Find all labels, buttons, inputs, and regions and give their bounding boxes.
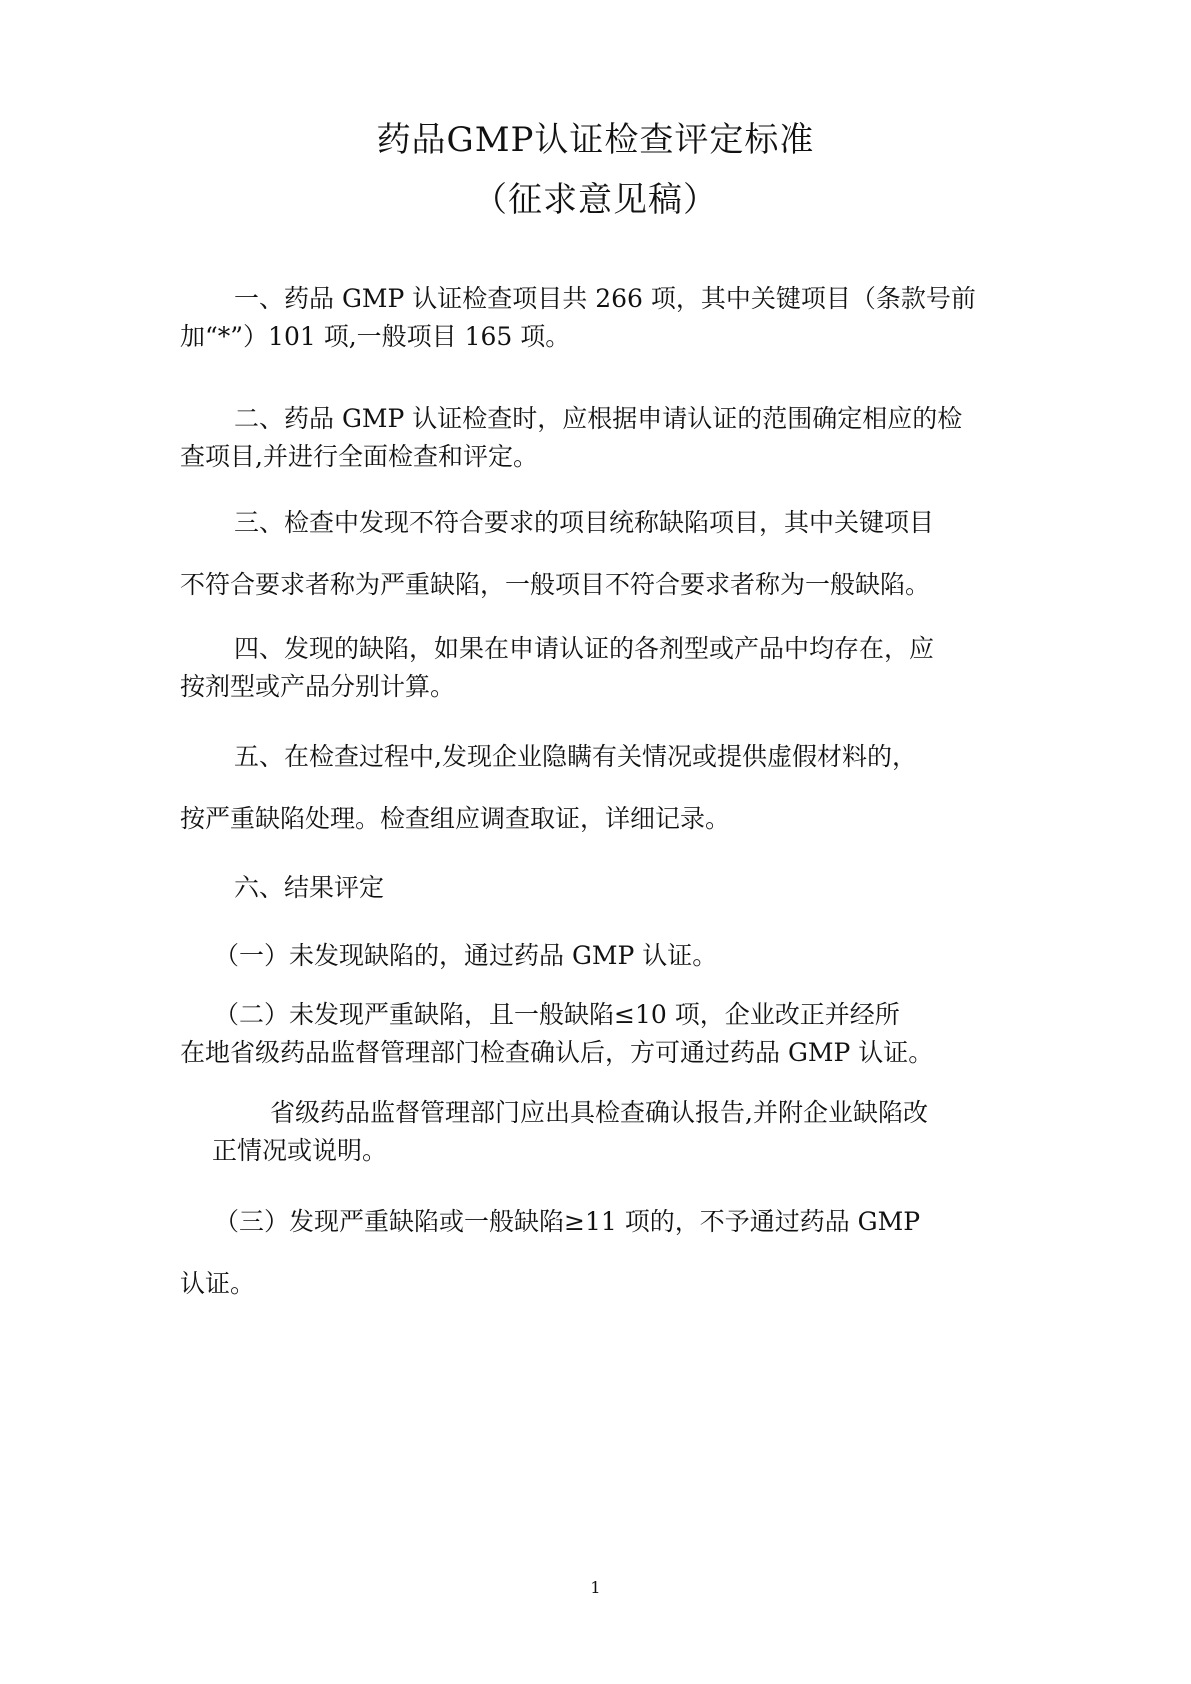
paragraph-2-line-2: 查项目,并进行全面检查和评定。 — [180, 442, 538, 471]
paragraph-3-line-2: 不符合要求者称为严重缺陷，一般项目不符合要求者称为一般缺陷。 — [180, 570, 931, 599]
paragraph-9-line-2: 正情况或说明。 — [212, 1136, 388, 1165]
section-heading-results: 六、结果评定 — [234, 873, 385, 902]
paragraph-9-line-1: 省级药品监督管理部门应出具检查确认报告,并附企业缺陷改 — [270, 1098, 928, 1127]
paragraph-10-line-2: 认证。 — [180, 1269, 256, 1298]
paragraph-8-line-1: （二）未发现严重缺陷，且一般缺陷≤10 项，企业改正并经所 — [214, 1000, 900, 1029]
paragraph-2-line-1: 二、药品 GMP 认证检查时，应根据申请认证的范围确定相应的检 — [234, 404, 963, 433]
paragraph-1-line-2: 加“*”）101 项,一般项目 165 项。 — [180, 322, 571, 351]
paragraph-5-line-2: 按严重缺陷处理。检查组应调查取证，详细记录。 — [180, 804, 731, 833]
paragraph-4-line-1: 四、发现的缺陷，如果在申请认证的各剂型或产品中均存在，应 — [234, 634, 935, 663]
paragraph-3-line-1: 三、检查中发现不符合要求的项目统称缺陷项目，其中关键项目 — [234, 508, 935, 537]
paragraph-5-line-1: 五、在检查过程中,发现企业隐瞒有关情况或提供虚假材料的， — [234, 742, 917, 771]
paragraph-7-line-1: （一）未发现缺陷的，通过药品 GMP 认证。 — [214, 941, 718, 970]
paragraph-4-line-2: 按剂型或产品分别计算。 — [180, 672, 456, 701]
paragraph-1-line-1: 一、药品 GMP 认证检查项目共 266 项，其中关键项目（条款号前 — [234, 284, 976, 313]
document-subtitle: （征求意见稿） — [473, 180, 718, 220]
document-title: 药品GMP认证检查评定标准 — [376, 120, 815, 160]
paragraph-10-line-1: （三）发现严重缺陷或一般缺陷≥11 项的，不予通过药品 GMP — [214, 1207, 921, 1236]
page-number: 1 — [590, 1578, 601, 1597]
paragraph-8-line-2: 在地省级药品监督管理部门检查确认后，方可通过药品 GMP 认证。 — [180, 1038, 934, 1067]
